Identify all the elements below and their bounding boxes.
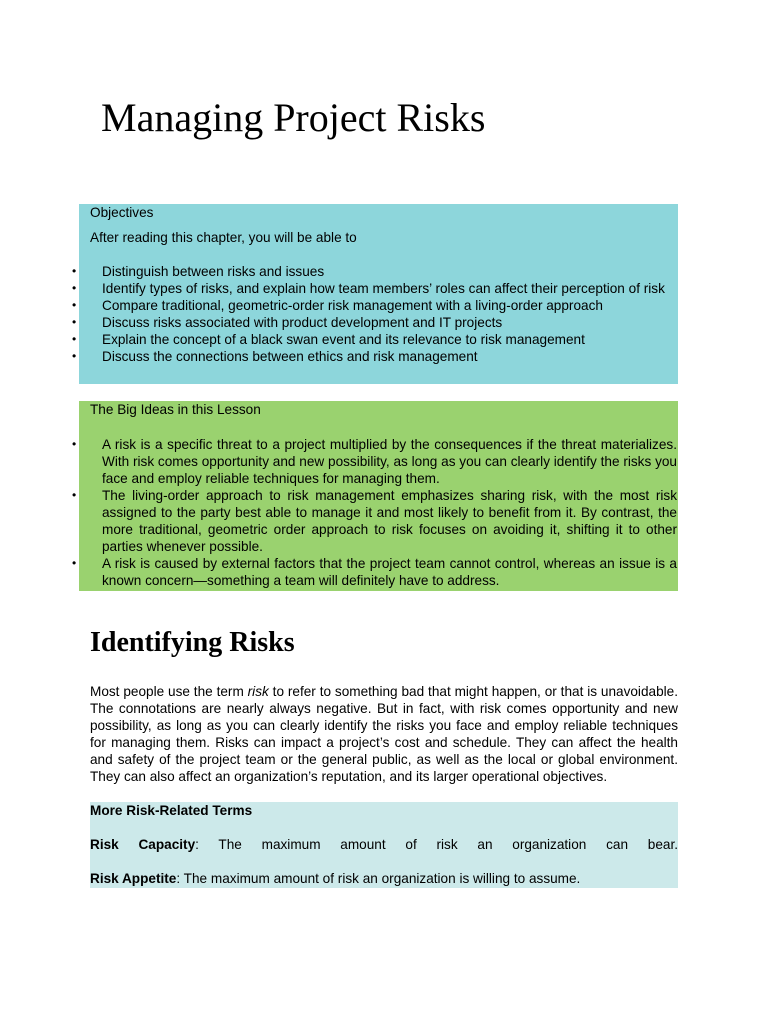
objectives-intro: After reading this chapter, you will be able to	[90, 230, 357, 245]
objective-item: • Distinguish between risks and issues	[79, 263, 678, 280]
para-emphasis: risk	[247, 684, 269, 699]
big-ideas-box	[79, 401, 678, 591]
objective-item: • Identify types of risks, and explain how team members’ roles can affect their perception of risk	[79, 280, 678, 297]
objectives-box	[79, 204, 678, 384]
objective-item: • Discuss risks associated with product development and IT projects	[79, 314, 678, 331]
term-name: Risk Appetite	[90, 871, 177, 886]
big-idea-item: • A risk is a specific threat to a project multiplied by the consequences if the threat materializes. With risk comes opportunity and new possibility, as long as you can clearly identify the risks you face and employ reliable techniques for managing them.	[79, 436, 678, 487]
para-text-before: Most people use the term	[90, 684, 248, 699]
term-definition: : The maximum amount of risk an organization can bear.	[195, 837, 678, 852]
big-idea-item: • A risk is caused by external factors that the project team cannot control, whereas an issue is a known concern—something a team will definitely have to address.	[79, 555, 678, 589]
objective-item: • Discuss the connections between ethics and risk management	[79, 348, 678, 365]
objective-item: • Compare traditional, geometric-order risk management with a living-order approach	[79, 297, 678, 314]
term-name: Risk Capacity	[90, 837, 196, 852]
page-title: Managing Project Risks	[101, 95, 486, 140]
terms-box	[90, 802, 678, 888]
big-ideas-list	[79, 436, 678, 589]
section-paragraph	[90, 683, 678, 785]
big-idea-item: • The living-order approach to risk management emphasizes sharing risk, with the most risk assigned to the party best able to manage it and most likely to benefit from it. By contrast, the more traditional, geometric order approach to risk focuses on avoiding it, shifting it to other parties whenever possible.	[79, 487, 678, 555]
term-row	[90, 870, 678, 887]
big-ideas-heading: The Big Ideas in this Lesson	[90, 402, 261, 417]
para-text-after: to refer to something bad that might happen, or that is unavoidable. The connotations are nearly always negative. But in fact, with risk comes opportunity and new possibility, as long as you can clearly identify the risks you face and employ reliable techniques for managing them. Risks can impact a project’s cost and schedule. They can affect the health and safety of the project team or the general public, as well as the local or global environment. They can also affect an organization’s reputation, and its larger operational objectives.	[90, 684, 678, 784]
objectives-list	[79, 263, 678, 365]
term-definition: : The maximum amount of risk an organization is willing to assume.	[176, 871, 581, 886]
terms-heading: More Risk-Related Terms	[90, 803, 253, 818]
objective-item: • Explain the concept of a black swan event and its relevance to risk management	[79, 331, 678, 348]
term-row	[90, 836, 678, 853]
section-heading: Identifying Risks	[90, 627, 295, 658]
objectives-heading: Objectives	[90, 205, 154, 220]
